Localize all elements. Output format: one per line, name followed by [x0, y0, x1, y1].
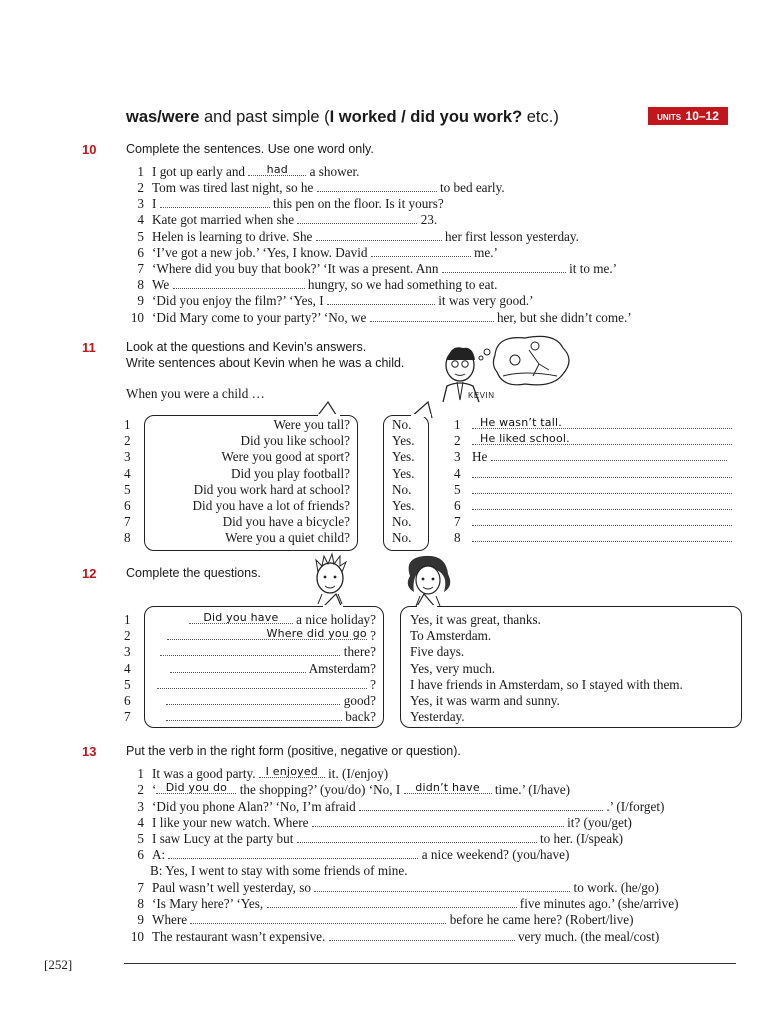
tail-joint [323, 605, 343, 608]
sentence-row: 3 ‘Did you phone Alan?’ ‘No, I’m afraid .’ (I/forget) [137, 799, 665, 814]
answer-blank[interactable] [371, 245, 471, 257]
answer-blank[interactable] [359, 799, 603, 811]
sentence-row: 7 ‘Where did you buy that book?’ ‘It was a present. Ann it to me.’ [137, 261, 618, 276]
sentence-row: 8 We hungry, so we had something to eat. [137, 277, 498, 292]
answer-blank[interactable] [267, 896, 517, 908]
answer-blank[interactable] [190, 912, 446, 924]
kevin-illustration [425, 330, 590, 418]
question-list: 1 Were you tall? 2 Did you like school? 3 Were you good at sport? 4 Did you play football? 5 Did you work hard at school? 6 Did you have a lot of friends? 7 Did you have a bicycle? 8 Were you a quiet child? [124, 417, 350, 546]
answer-blank[interactable] [442, 261, 566, 273]
footer-rule [124, 963, 736, 964]
sentence-row: 1 I got up early and $^{had}$ a shower. [137, 163, 360, 179]
answer-blank[interactable] [157, 677, 367, 689]
answer-blank[interactable] [314, 880, 570, 892]
answer-blank[interactable] [472, 530, 732, 542]
answer-blank[interactable] [173, 277, 305, 289]
answer-blank[interactable] [166, 709, 342, 721]
sentence-row: 6 ‘I’ve got a new job.’ ‘Yes, I know. David me.’ [137, 245, 498, 260]
answer-blank[interactable] [170, 661, 306, 673]
sentence-row: 4 I like your new watch. Where it? (you/get) [137, 815, 632, 830]
answer-blank[interactable] [472, 466, 732, 478]
exercise-number: 10 [82, 142, 97, 157]
answer-blank[interactable]: He liked school. [472, 433, 732, 445]
answer-blank[interactable] [472, 498, 732, 510]
answer-blank[interactable]: didn’t have [404, 782, 492, 794]
page-title: was/were and past simple (I worked / did you work? etc.) [126, 108, 559, 126]
answer-blank[interactable] [472, 514, 732, 526]
answer-blank[interactable] [370, 310, 494, 322]
answer-blank[interactable] [160, 644, 340, 656]
exercise-number: 11 [82, 340, 96, 355]
answer-blank[interactable]: Did you do [156, 782, 236, 794]
exercise-instruction: Put the verb in the right form (positive, negative or question). [126, 744, 461, 758]
exercise-instruction: Complete the questions. [126, 566, 261, 580]
sentence-row: 7 Paul wasn’t well yesterday, so to work. (he/go) [137, 880, 659, 895]
answer-blank[interactable] [327, 293, 435, 305]
kevin-label: KEVIN [468, 391, 495, 400]
exercise-number: 13 [82, 744, 97, 759]
sentence-row: B: Yes, I went to stay with some friends of mine. [150, 863, 408, 878]
answer-blank[interactable] [312, 815, 564, 827]
sentence-row: 1 It was a good party. $^{I enjoyed}$ it. (I/enjoy) [137, 765, 389, 781]
sentence-row: 10 The restaurant wasn’t expensive. very much. (the meal/cost) [130, 929, 660, 944]
answer-blank[interactable] [491, 449, 727, 461]
sentence-row: 6 A: a nice weekend? (you/have) [137, 847, 570, 862]
units-badge: UNITS 10–12 [648, 107, 728, 125]
answer-blank[interactable]: had [248, 164, 306, 176]
answer-blank[interactable] [168, 847, 418, 859]
sentence-row: 10 ‘Did Mary come to your party?’ ‘No, we her, but she didn’t come.’ [130, 310, 632, 325]
lead-text: When you were a child … [126, 386, 265, 401]
sentence-row: 5 I saw Lucy at the party but to her. (I/speak) [137, 831, 624, 846]
answer-blank[interactable]: I enjoyed [259, 766, 325, 778]
sentence-row: 3 I this pen on the floor. Is it yours? [137, 196, 444, 211]
sentence-row: 4 Kate got married when she 23. [137, 212, 438, 227]
sentence-row: 2 ‘ $^{Did you do}$ the shopping?’ (you/do) ‘No, I $^{didn’t have}$ time.’ (I/have) [137, 781, 571, 797]
sentence-row: 9 Where before he came here? (Robert/live) [137, 912, 634, 927]
tail-joint [417, 605, 437, 608]
answer-blank[interactable] [317, 180, 437, 192]
answer-blank[interactable] [297, 212, 417, 224]
reply-list: Yes, it was great, thanks. To Amsterdam. Five days. Yes, very much. I have friends in Amsterdam, so I stayed with them. Yes, it was warm and sunny. Yesterday. [410, 612, 683, 725]
sentence-row: 2 Tom was tired last night, so he to bed early. [137, 180, 505, 195]
answer-blank[interactable] [316, 229, 442, 241]
question-list: 1 $^{Did you have}$ a nice holiday? 2 $^{Where did you go}$ ? 3 there? 4 Amsterdam? 5 ? 6 good? 7 back? [124, 611, 376, 725]
answer-blank[interactable] [297, 831, 537, 843]
answer-blank[interactable]: Where did you go [167, 628, 367, 640]
page-number: [252] [44, 957, 73, 972]
sentence-row: 5 Helen is learning to drive. She her first lesson yesterday. [137, 229, 579, 244]
answer-blank[interactable] [472, 482, 732, 494]
written-answers: 1 $^{He wasn’t tall.}$ 2 $^{He liked school.}$ 3 He 4 5 6 7 8 [454, 417, 732, 547]
answer-blank[interactable] [329, 929, 515, 941]
exercise-instruction: Look at the questions and Kevin’s answers. [126, 340, 367, 354]
exercise-instruction: Complete the sentences. Use one word only. [126, 142, 374, 156]
answer-blank[interactable]: Did you have [189, 612, 293, 624]
answer-blank[interactable]: He wasn’t tall. [472, 417, 732, 429]
answer-blank[interactable] [166, 693, 340, 705]
answer-list: No. Yes. Yes. Yes. No. Yes. No. No. [392, 417, 415, 546]
exercise-number: 12 [82, 566, 97, 581]
sentence-row: 8 ‘Is Mary here?’ ‘Yes, five minutes ago.’ (she/arrive) [137, 896, 679, 911]
answer-blank[interactable] [160, 196, 270, 208]
exercise-instruction: Write sentences about Kevin when he was a child. [126, 356, 405, 370]
sentence-row: 9 ‘Did you enjoy the film?’ ‘Yes, I it was very good.’ [137, 293, 534, 308]
